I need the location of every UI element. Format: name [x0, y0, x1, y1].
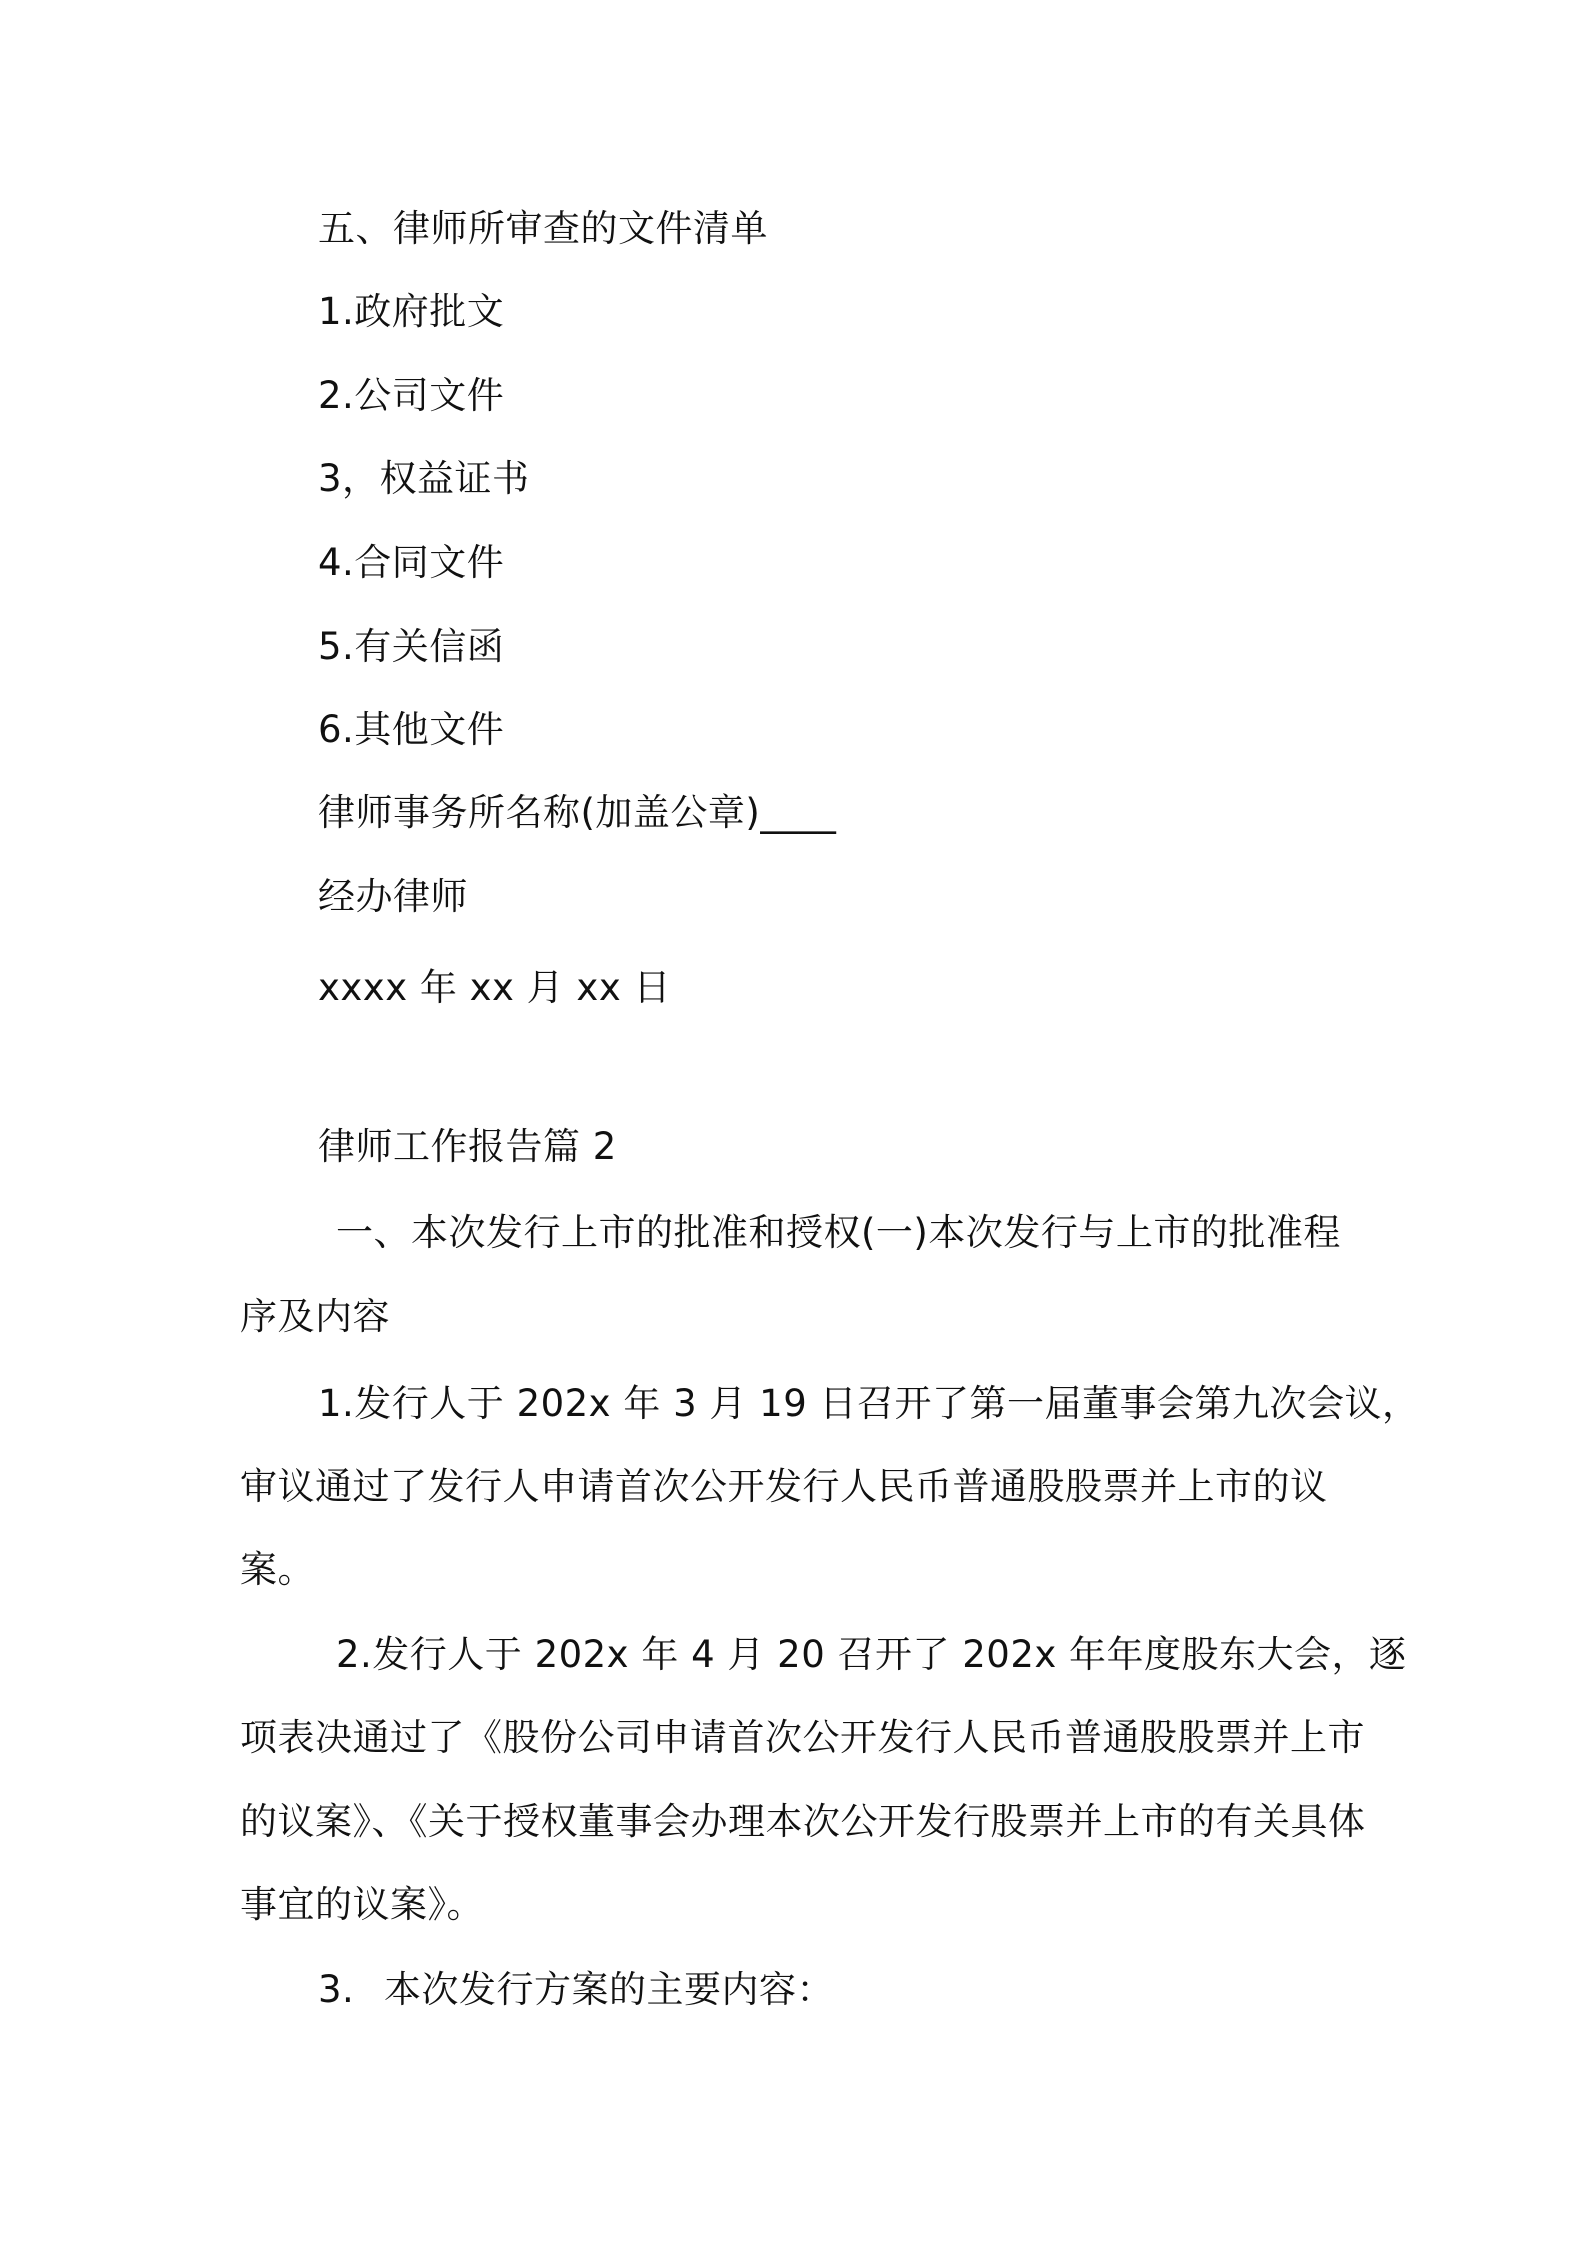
paragraph-1-line2: 审议通过了发行人申请首次公开发行人民币普通股股票并上市的议	[240, 1465, 1328, 1508]
file-list-item-3: 3，权益证书	[318, 457, 530, 500]
date-line: xxxx 年 xx 月 xx 日	[318, 966, 671, 1009]
file-list-item-4: 4.合同文件	[318, 541, 505, 584]
paragraph-2-line3: 的议案》、《关于授权董事会办理本次公开发行股票并上市的有关具体	[240, 1800, 1366, 1843]
section-one-heading-line1: 一、本次发行上市的批准和授权(一)本次发行与上市的批准程	[336, 1211, 1341, 1254]
section-one-heading-line2: 序及内容	[240, 1295, 390, 1338]
paragraph-1-line3: 案。	[240, 1548, 315, 1591]
paragraph-2-line2: 项表决通过了《股份公司申请首次公开发行人民币普通股股票并上市	[240, 1716, 1365, 1759]
item-3-text: 本次发行方案的主要内容：	[384, 1968, 834, 2011]
paragraph-2-line4: 事宜的议案》。	[240, 1883, 484, 1926]
law-firm-name-line: 律师事务所名称(加盖公章)____	[318, 791, 837, 834]
report-two-title: 律师工作报告篇 2	[318, 1125, 617, 1168]
file-list-item-2: 2.公司文件	[318, 374, 505, 417]
file-list-item-1: 1.政府批文	[318, 290, 505, 333]
paragraph-2-line1: 2.发行人于 202x 年 4 月 20 召开了 202x 年年度股东大会，逐	[336, 1633, 1407, 1676]
section-five-heading: 五、律师所审查的文件清单	[318, 207, 768, 250]
file-list-item-5: 5.有关信函	[318, 625, 505, 668]
file-list-item-6: 6.其他文件	[318, 708, 505, 751]
handling-lawyer-line: 经办律师	[318, 875, 468, 918]
item-3-number: 3.	[318, 1968, 355, 2011]
paragraph-1-line1: 1.发行人于 202x 年 3 月 19 日召开了第一届董事会第九次会议，	[318, 1382, 1420, 1425]
